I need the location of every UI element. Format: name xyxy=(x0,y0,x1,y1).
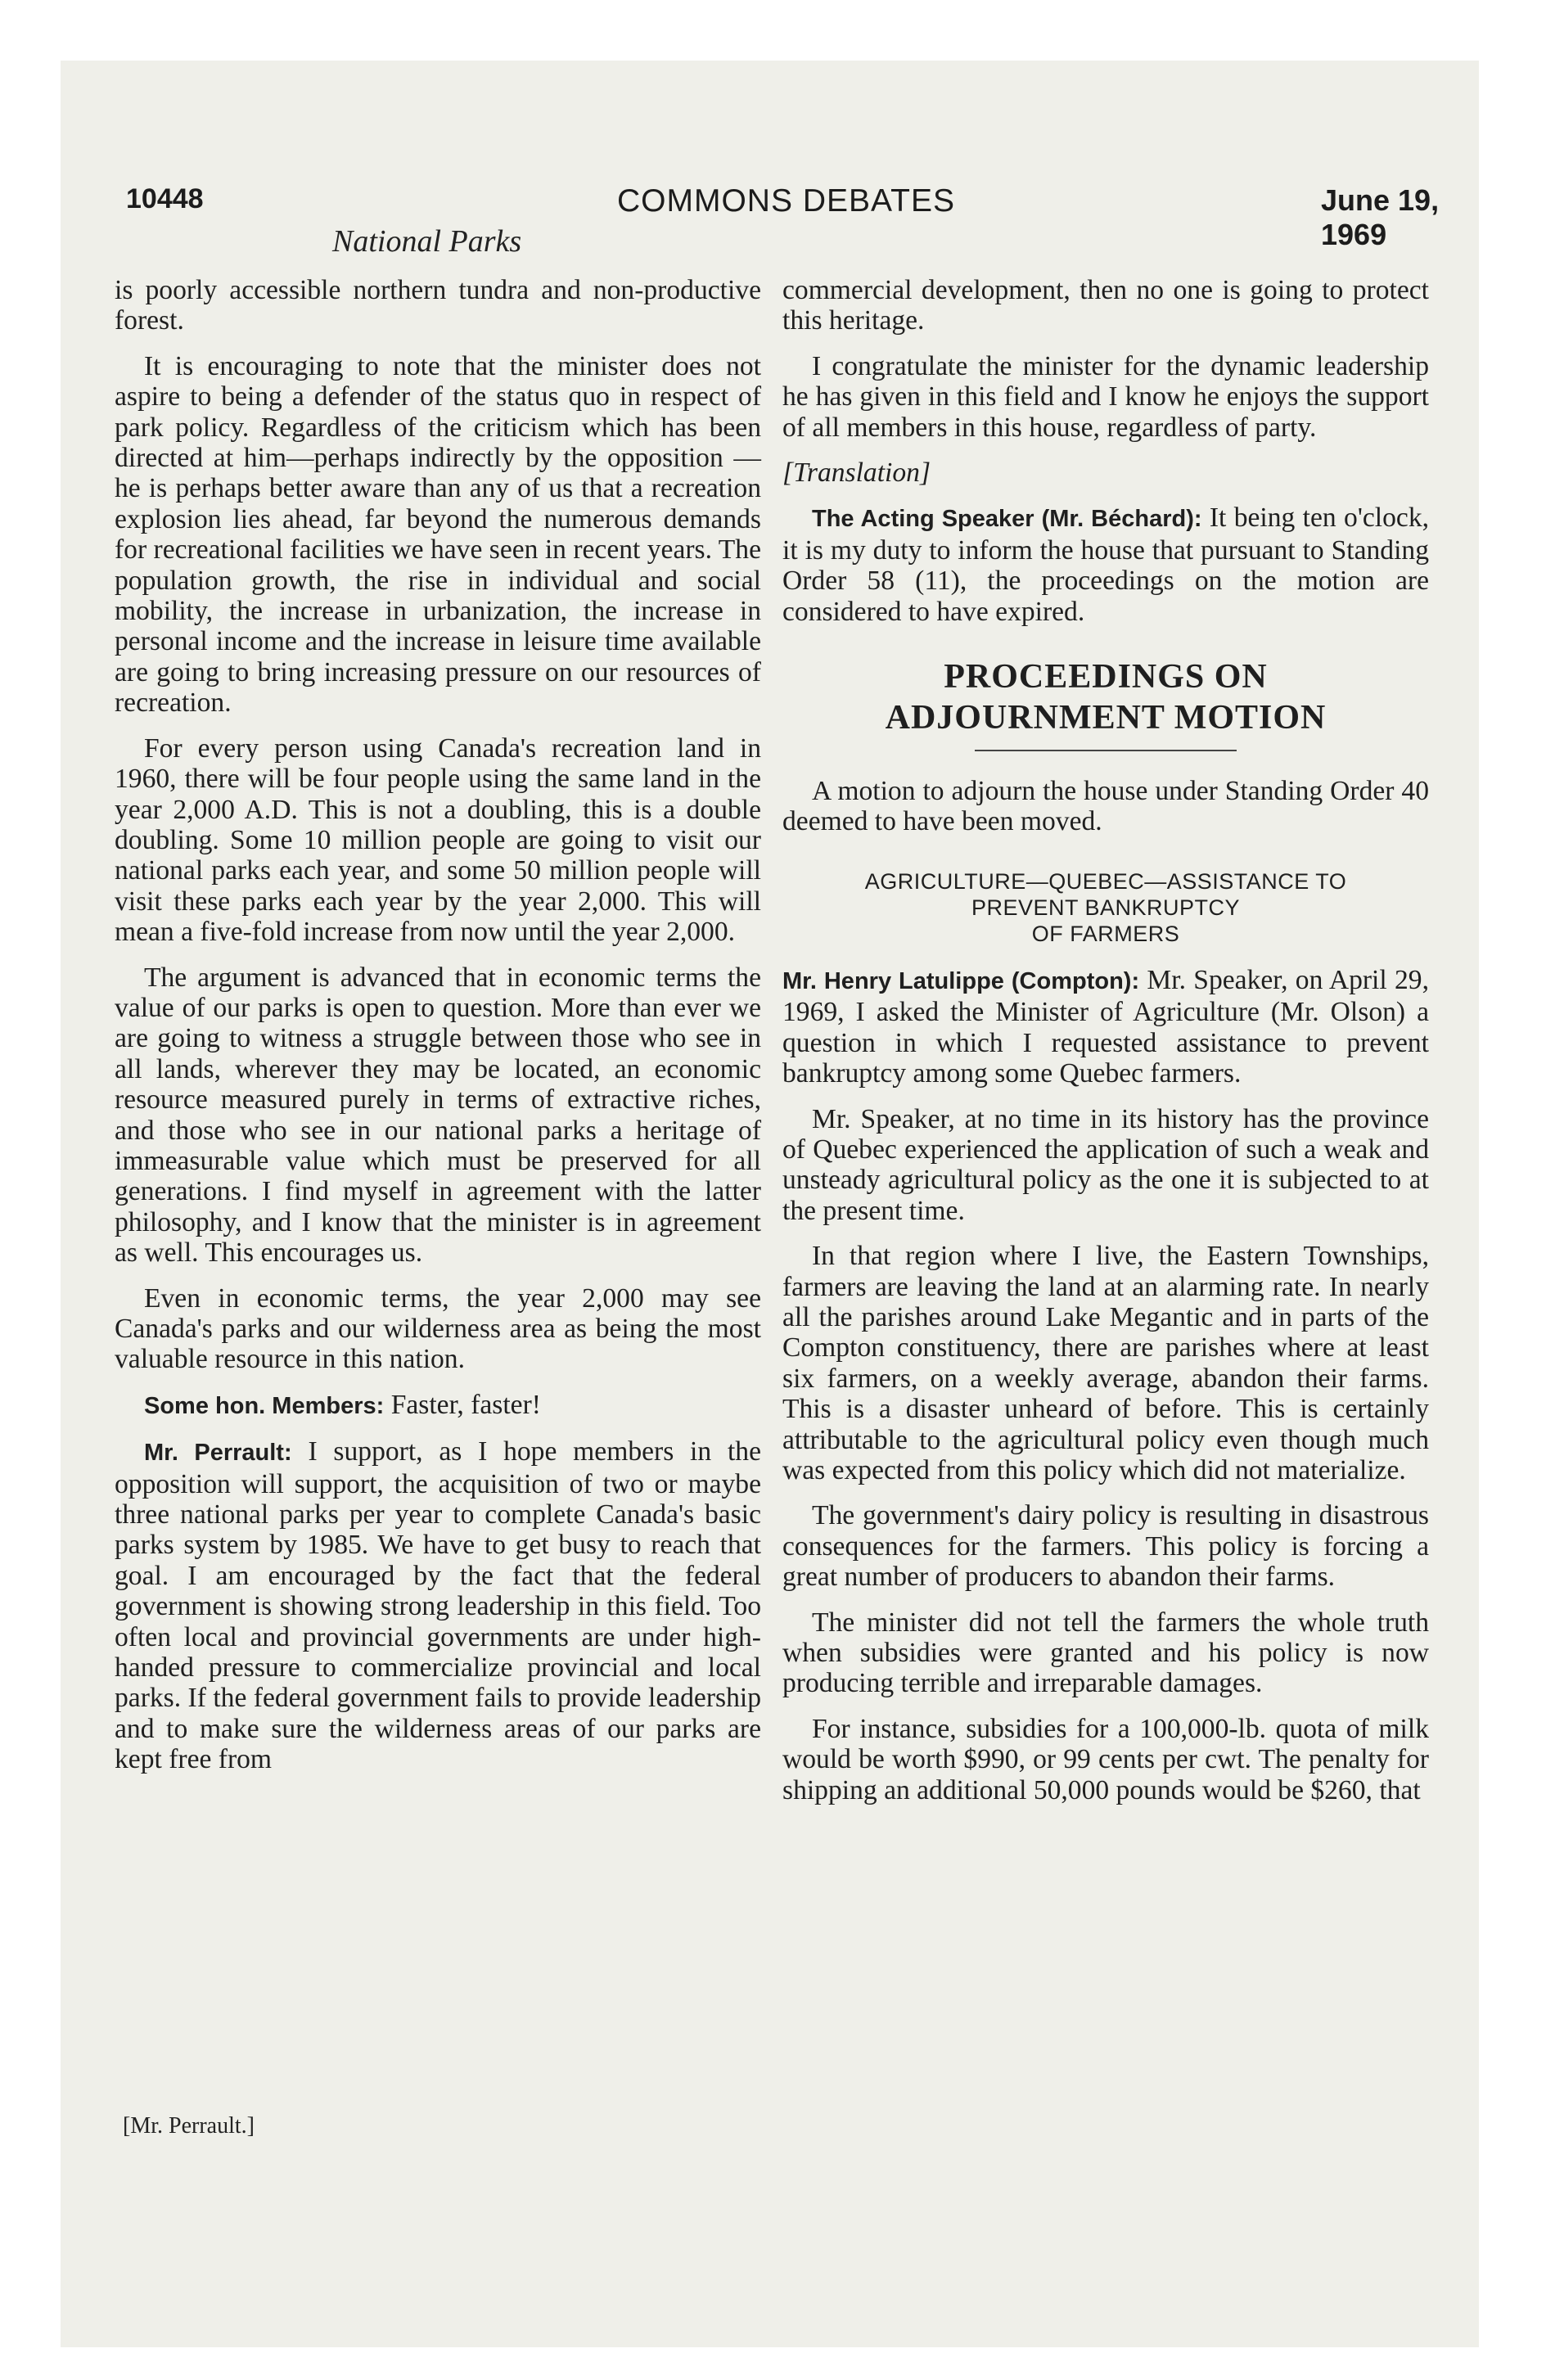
paragraph: A motion to adjourn the house under Standing Order 40 deemed to have been moved. xyxy=(782,776,1429,837)
paragraph: Mr. Speaker, at no time in its history has the province of Quebec experienced the application of such a weak and unsteady agricultural policy as the one it is subjected to at the present time. xyxy=(782,1103,1429,1226)
speaker-name: Mr. Perrault: xyxy=(144,1440,292,1467)
paragraph: For every person using Canada's recreation land in 1960, there will be four people using the same land in the year 2,000 A.D. This is not a doubling, this is a double doubling. Some 10 million people are going to visit our national parks each year, and some 50 million people will visit these parks each year by the year 2,000. This will mean a five-fold increase from now until the year 2,000. xyxy=(115,732,761,948)
paragraph: The argument is advanced that in economic terms the value of our parks is open to question. More than ever we are going to witness a struggle between those who see in all lands, wherever they may be located, an economic resource measured purely in terms of extractive riches, and those who see in our national parks a heritage of immeasurable value which must be preserved for all generations. I find myself in agreement with the latter philosophy, and I know that the minister is in agreement as well. This encourages us. xyxy=(115,962,761,1269)
publication-title: COMMONS DEBATES xyxy=(617,183,955,219)
right-column xyxy=(782,275,1429,1820)
paragraph: The minister did not tell the farmers the whole truth when subsidies were granted and his policy is now producing terrible and irreparable damages. xyxy=(782,1607,1429,1699)
paragraph: The government's dairy policy is resulting in disastrous consequences for the farmers. This policy is forcing a great number of producers to abandon their farms. xyxy=(782,1500,1429,1593)
document-page xyxy=(61,61,1479,2347)
topic-heading-line: PREVENT BANKRUPTCY xyxy=(971,895,1241,920)
paragraph: For instance, subsidies for a 100,000-lb. quota of milk would be worth $990, or 99 cents per cwt. The penalty for shipping an additional 50,000 pounds would be $260, that xyxy=(782,1713,1429,1805)
speech-paragraph xyxy=(782,965,1429,1089)
translation-label: [Translation] xyxy=(782,458,931,489)
topic-heading-line: AGRICULTURE—QUEBEC—ASSISTANCE TO xyxy=(864,868,1347,894)
paragraph: commercial development, then no one is going to protect this heritage. xyxy=(782,275,1429,336)
speech-paragraph xyxy=(115,1436,761,1774)
speaker-attribution-footer: [Mr. Perrault.] xyxy=(123,2113,255,2139)
section-heading-line: PROCEEDINGS ON xyxy=(944,658,1268,696)
speech-paragraph xyxy=(115,1390,761,1422)
speech-text: Mr. Speaker, on April 29, 1969, I asked the Minister of Agriculture (Mr. Olson) a question in which I requested assistance to prevent bankruptcy among some Quebec farmers. xyxy=(782,964,1429,1089)
topic-heading-line: OF FARMERS xyxy=(1031,921,1180,946)
paragraph: It is encouraging to note that the minister does not aspire to being a defender of the status quo in respect of park policy. Regardless of the criticism which has been directed at him—perhaps indirectly by the opposition —he is perhaps better aware than any of us that a recreation explosion lies ahead, far beyond the numerous demands for recreational facilities we have seen in recent years. The population growth, the rise in individual and social mobility, the increase in urbanization, the increase in personal income and the increase in leisure time available are going to bring increasing pressure on our resources of recreation. xyxy=(115,350,761,719)
speaker-name: Mr. Henry Latulippe (Compton): xyxy=(782,967,1140,994)
paragraph: In that region where I live, the Eastern Townships, farmers are leaving the land at an alarming rate. In nearly all the parishes around Lake Megantic and in parts of the Compton constituency, there are parishes where at least six farmers, on a weekly average, abandon their farms. This is a disaster unheard of before. This is certainly attributable to the agricultural policy even though much was expected from this policy which did not materialize. xyxy=(782,1241,1429,1485)
speech-text: Faster, faster! xyxy=(390,1389,541,1420)
paragraph: is poorly accessible northern tundra and non-productive forest. xyxy=(115,275,761,336)
running-subject: National Parks xyxy=(332,224,522,259)
paragraph: I congratulate the minister for the dynamic leadership he has given in this field and I know he enjoys the support of all members in this house, regardless of party. xyxy=(782,350,1429,443)
heading-divider xyxy=(975,750,1237,751)
page-number: 10448 xyxy=(126,183,204,214)
speech-paragraph xyxy=(782,503,1429,627)
topic-heading xyxy=(807,868,1404,947)
section-heading xyxy=(782,656,1429,738)
speaker-name: Some hon. Members: xyxy=(144,1392,385,1419)
section-heading-line: ADJOURNMENT MOTION xyxy=(885,699,1327,737)
speech-text: It being ten o'clock, it is my duty to inform the house that pursuant to Standing Order 58 (11), the proceedings on the motion are considered to have expired. xyxy=(782,503,1429,627)
speaker-name: The Acting Speaker (Mr. Béchard): xyxy=(812,506,1202,533)
paragraph: Even in economic terms, the year 2,000 may see Canada's parks and our wilderness area as being the most valuable resource in this nation. xyxy=(115,1282,761,1375)
left-column xyxy=(115,275,761,1790)
publication-date: June 19, 1969 xyxy=(1321,183,1440,251)
speech-text: I support, as I hope members in the opposition will support, the acquisition of two or maybe three national parks per year to complete Canada's basic parks system by 1985. We have to get busy to reach that goal. I am encouraged by the fact that the federal government is showing strong leadership in this field. Too often local and provincial governments are under high-handed pressure to commercialize provincial and local parks. If the federal government fails to provide leadership and to make sure the wilderness areas of our parks are kept free from xyxy=(115,1436,761,1775)
